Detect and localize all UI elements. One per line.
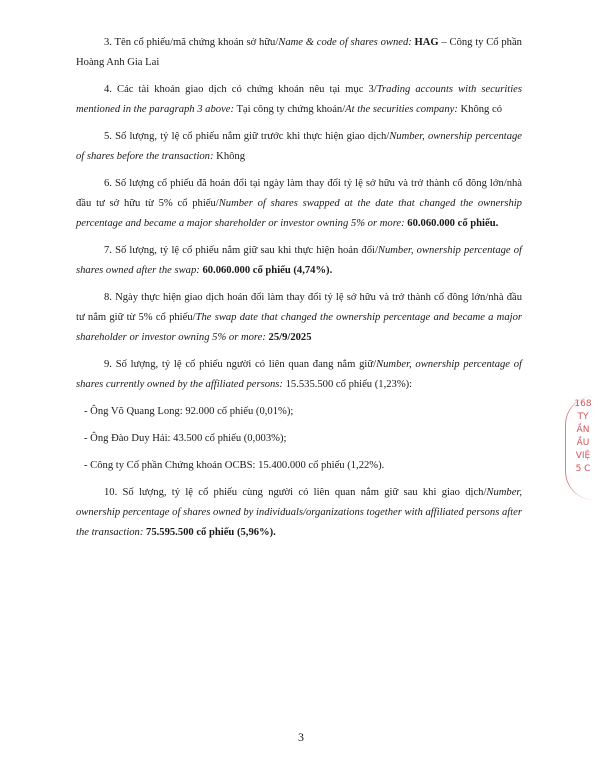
p8-date: 25/9/2025: [265, 332, 312, 343]
paragraph-4: [76, 80, 522, 120]
paragraph-6: [76, 174, 522, 234]
stamp-line: VIỆ: [575, 451, 591, 461]
stamp-line: ẦN: [576, 425, 590, 435]
document-body: [76, 33, 522, 550]
stamp-line: 5 C: [575, 464, 591, 474]
affiliate-item: - Ông Đào Duy Hải: 43.500 cổ phiếu (0,003%);: [84, 433, 287, 444]
p4-lead: 4. Các tài khoản giao dịch có chứng khoán nêu tại mục 3/: [104, 84, 377, 95]
paragraph-10: [76, 483, 522, 543]
p10-lead: 10. Số lượng, tỷ lệ cổ phiếu cùng người có liên quan nắm giữ sau khi giao dịch/: [104, 487, 487, 498]
p5-tail: Không: [213, 151, 246, 162]
p9-tail: 15.535.500 cổ phiếu (1,23%):: [282, 379, 413, 390]
paragraph-9: [76, 355, 522, 395]
paragraph-5: [76, 127, 522, 167]
stamp-text: [569, 398, 597, 476]
p6-lead: 6. Số lượng cổ phiếu đã hoán đổi tại ngày làm thay đổi tỷ lệ sở hữu và trở thành cổ đông lớn/nhà đầu tư sở hữu từ 5% cổ phiếu/: [76, 178, 522, 209]
p5-lead: 5. Số lượng, tỷ lệ cổ phiếu nắm giữ trước khi thực hiện giao dịch/: [104, 131, 390, 142]
p4-mid: Tại công ty chứng khoán/: [234, 104, 346, 115]
p3-tail: – Công ty Cổ phần Hoàng Anh Gia Lai: [76, 37, 522, 68]
stamp-line: TY: [577, 412, 589, 422]
p4-tail: Không có: [457, 104, 502, 115]
stamp-line: ẦU: [576, 438, 590, 448]
stamp-line: 168: [574, 399, 592, 409]
p10-value: 75.595.500 cổ phiếu (5,96%).: [143, 527, 276, 538]
p7-italic: Number, ownership percentage of shares owned after the swap:: [76, 245, 523, 276]
p3-italic: Name & code of shares owned:: [278, 37, 412, 48]
p6-value: 60.060.000 cổ phiếu.: [404, 218, 499, 229]
p3-ticker: HAG: [411, 37, 439, 48]
affiliate-item: - Công ty Cổ phần Chứng khoán OCBS: 15.400.000 cổ phiếu (1,22%).: [84, 460, 385, 471]
p4-italic: Trading accounts with securities mentioned in the paragraph 3 above:: [76, 84, 522, 115]
p5-italic: Number, ownership percentage of shares before the transaction:: [76, 131, 522, 162]
p9-italic: Number, ownership percentage of shares currently owned by the affiliated persons:: [76, 359, 522, 390]
p7-value: 60.060.000 cổ phiếu (4,74%).: [199, 265, 333, 276]
p7-lead: 7. Số lượng, tỷ lệ cổ phiếu nắm giữ sau khi thực hiện hoán đổi/: [104, 245, 378, 256]
page-number: 3: [298, 730, 304, 744]
p10-italic: Number, ownership percentage of shares owned by individuals/organizations together with affiliated persons after the transaction:: [76, 487, 522, 538]
affiliate-item: - Ông Võ Quang Long: 92.000 cổ phiếu (0,01%);: [84, 406, 294, 417]
p4-italic2: At the securities company:: [345, 104, 458, 115]
p8-lead: 8. Ngày thực hiện giao dịch hoán đổi làm thay đổi tỷ lệ sở hữu và trở thành cổ đông lớn/nhà đầu tư nắm giữ từ 5% cổ phiếu/: [76, 292, 522, 323]
p6-italic: Number of shares swapped at the date that changed the ownership percentage and became a major shareholder or investor owning 5% or more:: [76, 198, 522, 229]
paragraph-3: [76, 33, 522, 73]
p8-italic: The swap date that changed the ownership percentage and became a major shareholder or investor owning 5% or more:: [76, 312, 522, 343]
paragraph-8: [76, 288, 522, 348]
p9-lead: 9. Số lượng, tỷ lệ cổ phiếu người có liên quan đang nắm giữ/: [104, 359, 377, 370]
p3-lead: 3. Tên cổ phiếu/mã chứng khoán sở hữu/: [104, 37, 279, 48]
company-stamp: [565, 396, 595, 506]
paragraph-7: [76, 241, 522, 281]
